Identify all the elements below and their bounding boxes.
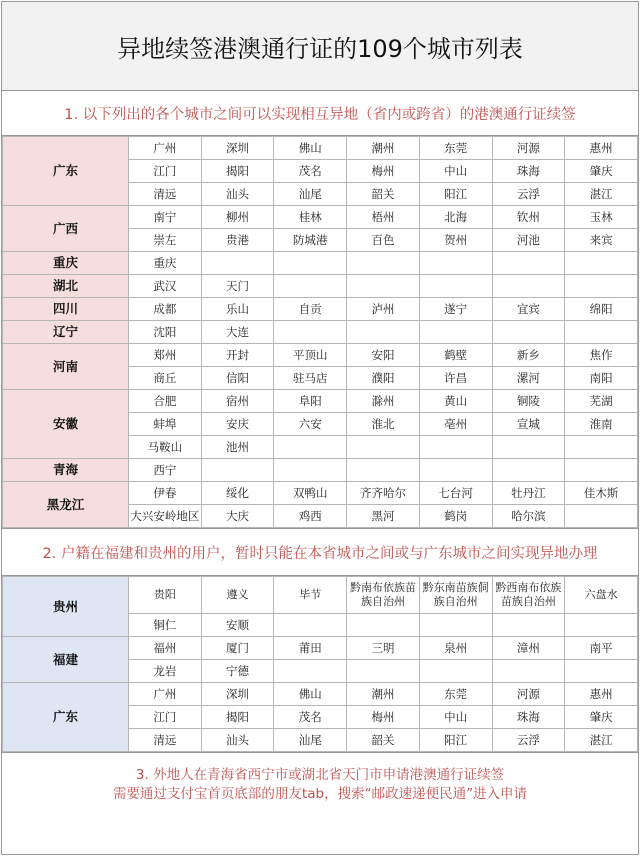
city-cell [565, 459, 638, 482]
city-cell: 新乡 [492, 344, 565, 367]
city-cell: 河源 [492, 683, 565, 706]
city-cell: 来宾 [565, 229, 638, 252]
city-cell: 宿州 [201, 390, 274, 413]
city-cell: 惠州 [565, 683, 638, 706]
city-cell: 哈尔滨 [492, 505, 565, 528]
city-cell [274, 459, 347, 482]
city-cell: 七台河 [419, 482, 492, 505]
city-cell: 三明 [347, 637, 420, 660]
city-cell: 安顺 [201, 614, 274, 637]
city-cell: 淮南 [565, 413, 638, 436]
city-cell: 龙岩 [129, 660, 202, 683]
city-cell: 珠海 [492, 706, 565, 729]
city-cell: 商丘 [129, 367, 202, 390]
city-cell [492, 252, 565, 275]
city-cell: 黔南布依族苗族自治州 [347, 577, 420, 614]
city-cell: 防城港 [274, 229, 347, 252]
city-cell [347, 614, 420, 637]
city-cell: 河池 [492, 229, 565, 252]
table-row [3, 298, 638, 321]
city-cell: 池州 [201, 436, 274, 459]
city-cell [201, 252, 274, 275]
city-cell: 阳江 [419, 729, 492, 752]
city-cell: 淮北 [347, 413, 420, 436]
city-cell: 潮州 [347, 683, 420, 706]
city-cell: 平顶山 [274, 344, 347, 367]
city-cell: 泸州 [347, 298, 420, 321]
province-cell: 河南 [3, 344, 129, 390]
city-cell: 绥化 [201, 482, 274, 505]
city-cell: 云浮 [492, 729, 565, 752]
city-cell: 广州 [129, 683, 202, 706]
city-cell: 揭阳 [201, 160, 274, 183]
city-cell: 焦作 [565, 344, 638, 367]
section3-note-line1: 3. 外地人在青海省西宁市或湖北省天门市申请港澳通行证续签 [135, 767, 505, 783]
city-cell: 湛江 [565, 729, 638, 752]
city-cell: 黑河 [347, 505, 420, 528]
province-cell: 湖北 [3, 275, 129, 298]
section3-note [2, 752, 638, 817]
city-cell: 百色 [347, 229, 420, 252]
city-cell: 重庆 [129, 252, 202, 275]
table-row [3, 206, 638, 229]
city-cell: 佳木斯 [565, 482, 638, 505]
city-cell: 遂宁 [419, 298, 492, 321]
table-row [3, 275, 638, 298]
province-cell: 广东 [3, 683, 129, 752]
city-cell: 绵阳 [565, 298, 638, 321]
table-row [3, 482, 638, 505]
city-cell: 东莞 [419, 137, 492, 160]
city-cell: 郑州 [129, 344, 202, 367]
city-cell: 北海 [419, 206, 492, 229]
province-cell: 广西 [3, 206, 129, 252]
city-cell: 惠州 [565, 137, 638, 160]
city-cell [347, 275, 420, 298]
city-cell: 梧州 [347, 206, 420, 229]
province-cell: 重庆 [3, 252, 129, 275]
city-cell: 滁州 [347, 390, 420, 413]
city-cell [565, 505, 638, 528]
city-cell: 潮州 [347, 137, 420, 160]
city-cell [419, 660, 492, 683]
city-cell [565, 321, 638, 344]
city-cell: 安阳 [347, 344, 420, 367]
table-row [3, 252, 638, 275]
city-cell [274, 436, 347, 459]
city-cell [565, 614, 638, 637]
city-cell: 云浮 [492, 183, 565, 206]
city-cell [274, 614, 347, 637]
city-cell: 肇庆 [565, 706, 638, 729]
city-cell: 六盘水 [565, 577, 638, 614]
city-cell [347, 436, 420, 459]
city-cell [274, 275, 347, 298]
city-cell: 汕头 [201, 729, 274, 752]
city-cell: 铜陵 [492, 390, 565, 413]
city-cell [274, 252, 347, 275]
section1-note: 1. 以下列出的各个城市之间可以实现相互异地（省内或跨省）的港澳通行证续签 [2, 91, 638, 136]
city-cell: 东莞 [419, 683, 492, 706]
city-cell: 梅州 [347, 706, 420, 729]
table-row [3, 577, 638, 614]
province-cell: 安徽 [3, 390, 129, 459]
city-cell: 大兴安岭地区 [129, 505, 202, 528]
city-cell: 伊春 [129, 482, 202, 505]
section1-table [2, 136, 638, 528]
province-cell: 贵州 [3, 577, 129, 637]
city-cell: 沈阳 [129, 321, 202, 344]
city-cell: 鹤岗 [419, 505, 492, 528]
city-cell: 深圳 [201, 683, 274, 706]
city-cell [492, 321, 565, 344]
city-cell [492, 275, 565, 298]
city-cell: 佛山 [274, 683, 347, 706]
city-cell: 泉州 [419, 637, 492, 660]
city-cell: 武汉 [129, 275, 202, 298]
city-cell: 蚌埠 [129, 413, 202, 436]
section3-note-line2: 需要通过支付宝首页底部的朋友tab，搜索“邮政速递便民通”进入申请 [112, 786, 528, 802]
city-cell [492, 436, 565, 459]
city-cell: 厦门 [201, 637, 274, 660]
city-cell [565, 436, 638, 459]
city-cell: 六安 [274, 413, 347, 436]
city-cell: 深圳 [201, 137, 274, 160]
city-cell [565, 252, 638, 275]
city-cell: 宁德 [201, 660, 274, 683]
city-cell: 中山 [419, 706, 492, 729]
city-cell [347, 459, 420, 482]
table-row [3, 390, 638, 413]
city-cell: 贵阳 [129, 577, 202, 614]
city-cell: 双鸭山 [274, 482, 347, 505]
city-cell: 清远 [129, 729, 202, 752]
city-cell: 南宁 [129, 206, 202, 229]
city-cell: 漳州 [492, 637, 565, 660]
city-cell: 开封 [201, 344, 274, 367]
city-cell: 茂名 [274, 160, 347, 183]
city-cell [492, 614, 565, 637]
city-cell: 大连 [201, 321, 274, 344]
city-cell: 湛江 [565, 183, 638, 206]
city-cell: 钦州 [492, 206, 565, 229]
city-cell [201, 459, 274, 482]
city-cell: 濮阳 [347, 367, 420, 390]
table-row [3, 459, 638, 482]
city-cell: 亳州 [419, 413, 492, 436]
city-cell: 玉林 [565, 206, 638, 229]
city-cell [419, 436, 492, 459]
city-cell: 宜宾 [492, 298, 565, 321]
city-cell: 韶关 [347, 183, 420, 206]
city-cell: 宣城 [492, 413, 565, 436]
city-cell: 崇左 [129, 229, 202, 252]
city-cell: 茂名 [274, 706, 347, 729]
city-cell: 广州 [129, 137, 202, 160]
city-cell: 阜阳 [274, 390, 347, 413]
city-cell [492, 459, 565, 482]
city-cell: 清远 [129, 183, 202, 206]
city-cell: 遵义 [201, 577, 274, 614]
city-cell: 贺州 [419, 229, 492, 252]
city-cell: 韶关 [347, 729, 420, 752]
city-cell: 梅州 [347, 160, 420, 183]
city-cell [419, 275, 492, 298]
table-row [3, 321, 638, 344]
city-cell: 汕尾 [274, 729, 347, 752]
city-cell [565, 660, 638, 683]
page-title: 异地续签港澳通行证的109个城市列表 [2, 2, 638, 91]
province-cell: 辽宁 [3, 321, 129, 344]
table-row [3, 683, 638, 706]
city-cell [274, 660, 347, 683]
city-cell: 天门 [201, 275, 274, 298]
city-cell: 肇庆 [565, 160, 638, 183]
city-cell: 黄山 [419, 390, 492, 413]
city-cell: 南平 [565, 637, 638, 660]
city-cell: 毕节 [274, 577, 347, 614]
city-cell: 柳州 [201, 206, 274, 229]
city-cell: 佛山 [274, 137, 347, 160]
city-cell: 南阳 [565, 367, 638, 390]
table-row [3, 137, 638, 160]
city-cell: 许昌 [419, 367, 492, 390]
city-cell: 鹤壁 [419, 344, 492, 367]
city-cell: 黔东南苗族侗族自治州 [419, 577, 492, 614]
province-cell: 四川 [3, 298, 129, 321]
city-cell [419, 459, 492, 482]
city-cell: 芜湖 [565, 390, 638, 413]
city-cell: 黔西南布依族苗族自治州 [492, 577, 565, 614]
city-cell [565, 275, 638, 298]
city-cell [274, 321, 347, 344]
city-cell: 鸡西 [274, 505, 347, 528]
section2-note: 2. 户籍在福建和贵州的用户，暂时只能在本省城市之间或与广东城市之间实现异地办理 [2, 528, 638, 576]
city-cell: 贵港 [201, 229, 274, 252]
city-cell: 牡丹江 [492, 482, 565, 505]
city-cell [419, 252, 492, 275]
city-cell: 漯河 [492, 367, 565, 390]
city-cell: 马鞍山 [129, 436, 202, 459]
city-list-page [1, 1, 639, 855]
city-cell: 驻马店 [274, 367, 347, 390]
city-cell: 成都 [129, 298, 202, 321]
city-cell: 合肥 [129, 390, 202, 413]
city-cell: 大庆 [201, 505, 274, 528]
city-cell: 阳江 [419, 183, 492, 206]
city-cell: 福州 [129, 637, 202, 660]
city-cell: 汕尾 [274, 183, 347, 206]
city-cell: 自贡 [274, 298, 347, 321]
city-cell [347, 321, 420, 344]
city-cell: 安庆 [201, 413, 274, 436]
city-cell: 江门 [129, 706, 202, 729]
province-cell: 广东 [3, 137, 129, 206]
city-cell: 汕头 [201, 183, 274, 206]
city-cell: 西宁 [129, 459, 202, 482]
city-cell [347, 252, 420, 275]
city-cell [347, 660, 420, 683]
city-cell: 中山 [419, 160, 492, 183]
city-cell: 莆田 [274, 637, 347, 660]
city-cell: 河源 [492, 137, 565, 160]
city-cell: 乐山 [201, 298, 274, 321]
table-row [3, 637, 638, 660]
city-cell: 揭阳 [201, 706, 274, 729]
province-cell: 福建 [3, 637, 129, 683]
city-cell: 江门 [129, 160, 202, 183]
city-cell: 铜仁 [129, 614, 202, 637]
city-cell [419, 614, 492, 637]
province-cell: 黑龙江 [3, 482, 129, 528]
city-cell: 桂林 [274, 206, 347, 229]
city-cell: 信阳 [201, 367, 274, 390]
table-row [3, 344, 638, 367]
city-cell [419, 321, 492, 344]
city-cell: 珠海 [492, 160, 565, 183]
province-cell: 青海 [3, 459, 129, 482]
city-cell: 齐齐哈尔 [347, 482, 420, 505]
city-cell [492, 660, 565, 683]
section2-table [2, 576, 638, 752]
